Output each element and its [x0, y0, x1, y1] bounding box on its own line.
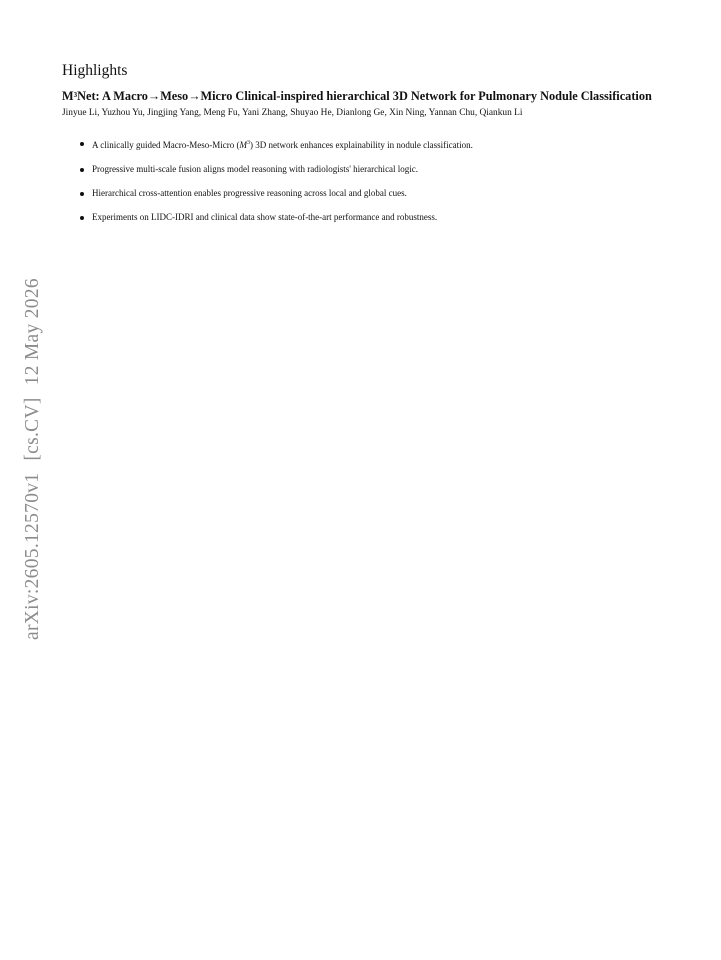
title-m: M: [62, 89, 74, 103]
arxiv-id: arXiv:2605.12570v1: [22, 472, 43, 640]
bullet-icon: [80, 168, 84, 172]
bullet-icon: [80, 216, 84, 220]
highlight-3-text: Hierarchical cross-attention enables progressive reasoning across local and global cues.: [92, 188, 407, 198]
highlight-item: [80, 164, 662, 175]
highlight-1-sup: 3: [246, 140, 250, 146]
highlight-item: [80, 138, 662, 151]
author-list: Jinyue Li, Yuzhou Yu, Jingjing Yang, Meng Fu, Yani Zhang, Shuyao He, Dianlong Ge, Xin Ning, Yannan Chu, Qiankun Li: [62, 108, 523, 118]
highlight-item: [80, 212, 662, 223]
paper-title: [62, 90, 662, 102]
highlights-list: [62, 138, 662, 223]
section-label: Highlights: [62, 62, 128, 79]
bullet-icon: [80, 192, 84, 196]
title-rest: Net: A Macro→Meso→Micro Clinical-inspired hierarchical 3D Network for Pulmonary Nodule Classification: [77, 89, 652, 103]
highlight-1-pre: A clinically guided Macro-Meso-Micro (: [92, 140, 240, 150]
bullet-icon: [80, 142, 84, 146]
highlights-page: [62, 62, 662, 236]
arxiv-category: [cs.CV]: [22, 397, 43, 461]
highlight-item: [80, 188, 662, 199]
arxiv-watermark: [22, 266, 44, 640]
title-m-superscript: 3: [73, 91, 78, 99]
highlight-2-text: Progressive multi-scale fusion aligns model reasoning with radiologists' hierarchical logic.: [92, 164, 419, 174]
highlight-1-post: ) 3D network enhances explainability in nodule classification.: [249, 140, 473, 150]
arxiv-date: 12 May 2026: [22, 278, 43, 386]
highlight-1-math: M: [239, 140, 247, 150]
highlight-4-text: Experiments on LIDC-IDRI and clinical data show state-of-the-art performance and robustness.: [92, 212, 438, 222]
